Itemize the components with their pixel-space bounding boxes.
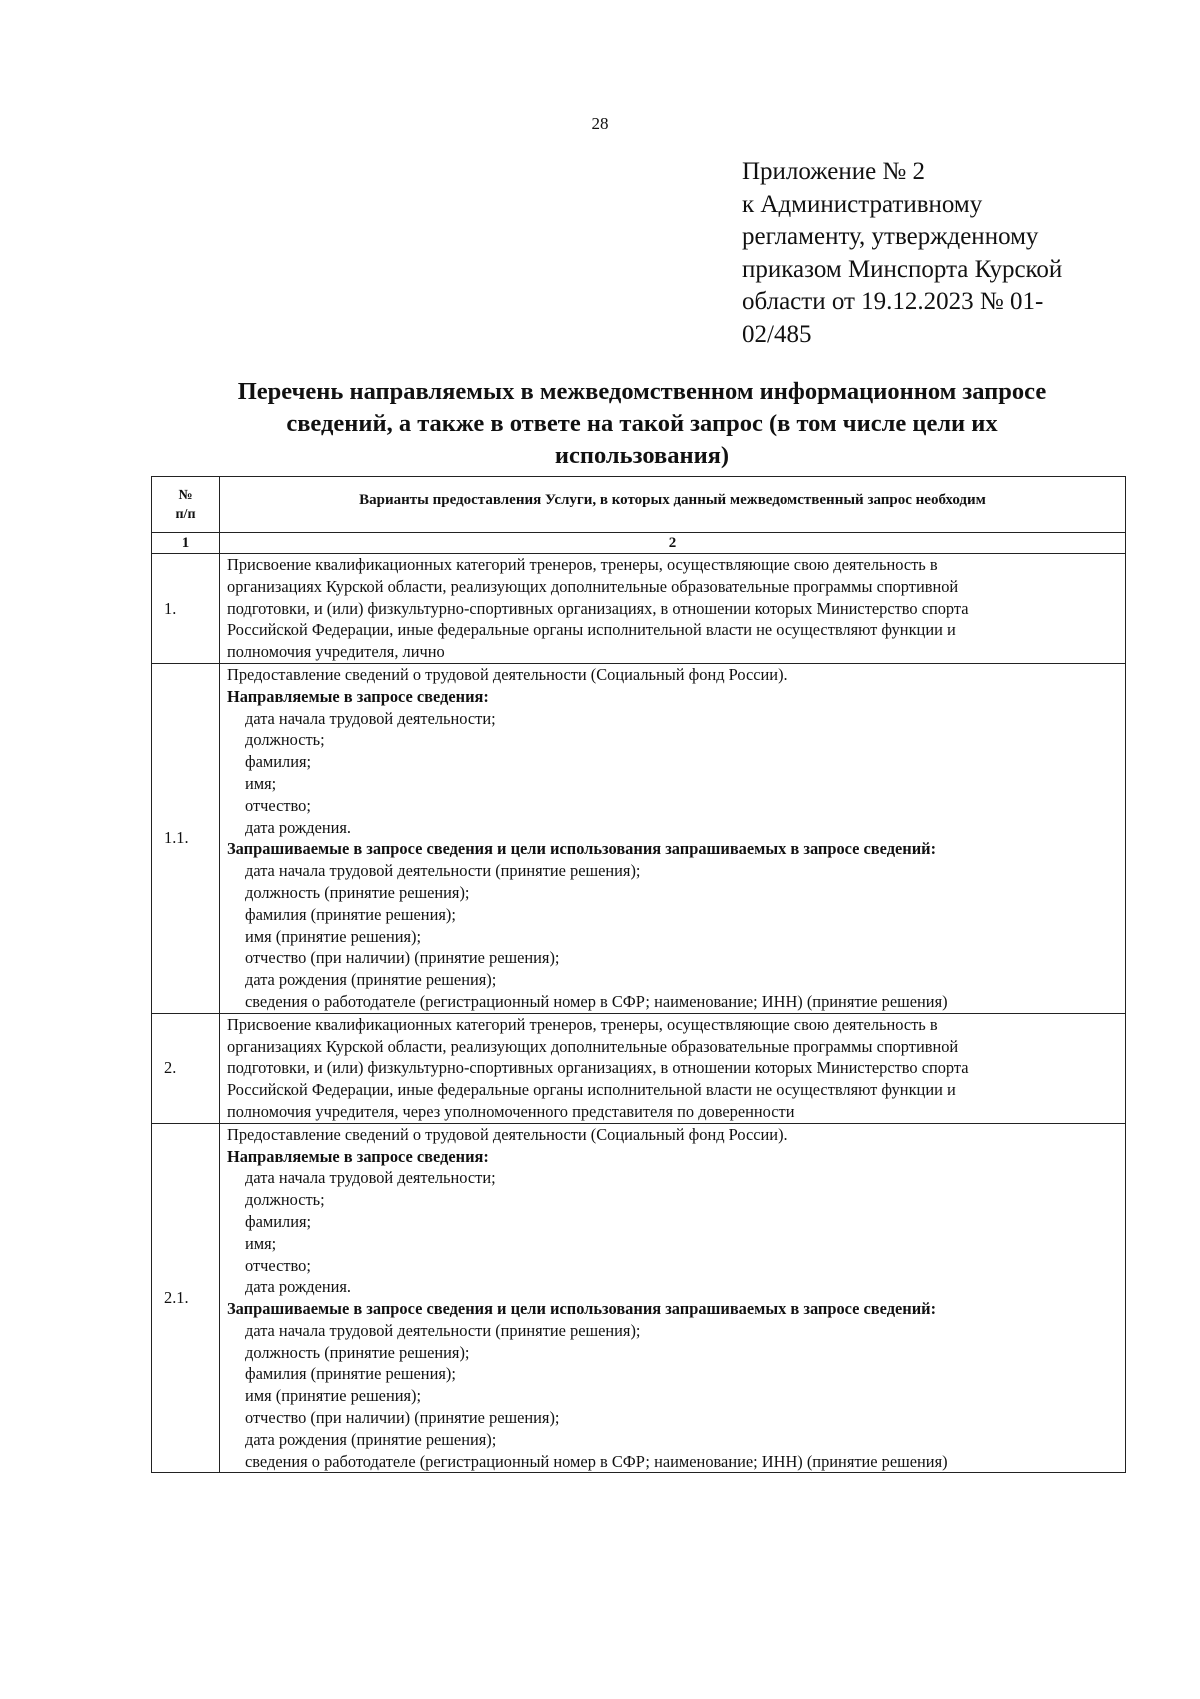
requests-table: [151, 476, 1126, 1473]
text-line: полномочия учредителя, лично: [227, 642, 445, 662]
text-line: подготовки, и (или) физкультурно-спортивных организациях, в отношении которых Министерство спорта: [227, 1058, 969, 1078]
appendix-line: Приложение № 2: [742, 158, 926, 185]
text-line: полномочия учредителя, через уполномоченного представителя по доверенности: [227, 1101, 795, 1121]
column-index: 1: [152, 533, 220, 554]
list-item: дата начала трудовой деятельности;: [245, 1168, 496, 1188]
list-item: дата рождения (принятие решения);: [245, 1429, 497, 1449]
list-item: должность;: [245, 1190, 325, 1210]
list-item: фамилия (принятие решения);: [245, 904, 456, 924]
table-row: [152, 554, 1126, 664]
list-item: отчество (при наличии) (принятие решения);: [245, 1408, 560, 1428]
list-item: фамилия (принятие решения);: [245, 1364, 456, 1384]
list-item: должность (принятие решения);: [245, 882, 470, 902]
row-number: 1.1.: [152, 663, 220, 1013]
appendix-line: области от 19.12.2023 № 01-: [742, 288, 1044, 315]
list-item: дата начала трудовой деятельности (принятие решения);: [245, 861, 641, 881]
list-item: дата начала трудовой деятельности;: [245, 708, 496, 728]
text-line: Присвоение квалификационных категорий тренеров, тренеры, осуществляющие свою деятельность в: [227, 555, 938, 574]
row-text: [220, 1123, 1126, 1473]
header-number-cell: [152, 477, 220, 533]
table-row: [152, 663, 1126, 1013]
list-item: дата рождения.: [245, 1277, 352, 1297]
text-line: подготовки, и (или) физкультурно-спортивных организациях, в отношении которых Министерство спорта: [227, 598, 969, 618]
list-item: имя (принятие решения);: [245, 1386, 422, 1406]
list-item: дата рождения (принятие решения);: [245, 970, 497, 990]
table-row: [152, 1123, 1126, 1473]
text-line: организациях Курской области, реализующих дополнительные образовательные программы спортивной: [227, 576, 959, 596]
list-item: отчество;: [245, 1255, 311, 1275]
title-line: использования): [554, 442, 730, 469]
list-item: должность;: [245, 730, 325, 750]
list-item: отчество (при наличии) (принятие решения);: [245, 948, 560, 968]
text-line: Предоставление сведений о трудовой деятельности (Социальный фонд России).: [227, 664, 788, 684]
appendix-reference: [742, 156, 1142, 351]
row-text: [220, 554, 1126, 664]
sent-heading: Направляемые в запросе сведения:: [227, 1146, 489, 1166]
text-line: Российской Федерации, иные федеральные органы исполнительной власти не осуществляют функции и: [227, 620, 956, 640]
document-title: [150, 376, 1134, 472]
list-item: сведения о работодателе (регистрационный номер в СФР; наименование; ИНН) (принятие решения): [245, 991, 948, 1011]
header-number-symbol: №: [178, 487, 193, 503]
list-item: отчество;: [245, 795, 311, 815]
requested-heading: Запрашиваемые в запросе сведения и цели использования запрашиваемых в запросе сведений:: [227, 839, 937, 859]
text-line: организациях Курской области, реализующих дополнительные образовательные программы спортивной: [227, 1036, 959, 1056]
list-item: должность (принятие решения);: [245, 1342, 470, 1362]
text-line: Российской Федерации, иные федеральные органы исполнительной власти не осуществляют функции и: [227, 1080, 956, 1100]
table-header-row: [152, 477, 1126, 533]
row-number: 2.1.: [152, 1123, 220, 1473]
list-item: имя (принятие решения);: [245, 926, 422, 946]
list-item: имя;: [245, 773, 277, 793]
title-line: сведений, а также в ответе на такой запрос (в том числе цели их: [286, 410, 998, 437]
list-item: дата рождения.: [245, 817, 352, 837]
list-item: сведения о работодателе (регистрационный номер в СФР; наименование; ИНН) (принятие решения): [245, 1451, 948, 1471]
requested-heading: Запрашиваемые в запросе сведения и цели использования запрашиваемых в запросе сведений:: [227, 1299, 937, 1319]
column-index: 2: [220, 533, 1126, 554]
list-item: фамилия;: [245, 752, 312, 772]
appendix-line: к Административному: [742, 190, 983, 218]
title-line: Перечень направляемых в межведомственном информационном запросе: [237, 378, 1047, 405]
row-number: 2.: [152, 1013, 220, 1123]
list-item: фамилия;: [245, 1211, 312, 1231]
header-number-label: п/п: [175, 506, 196, 522]
row-text: [220, 663, 1126, 1013]
table-row: [152, 1013, 1126, 1123]
list-item: дата начала трудовой деятельности (принятие решения);: [245, 1320, 641, 1340]
appendix-line: регламенту, утвержденному: [742, 223, 1039, 250]
list-item: имя;: [245, 1233, 277, 1253]
row-number: 1.: [152, 554, 220, 664]
appendix-line: приказом Минспорта Курской: [742, 255, 1063, 283]
text-line: Предоставление сведений о трудовой деятельности (Социальный фонд России).: [227, 1124, 788, 1144]
page-number: 28: [591, 114, 609, 133]
sent-heading: Направляемые в запросе сведения:: [227, 686, 489, 706]
appendix-line: 02/485: [742, 320, 812, 348]
row-text: [220, 1013, 1126, 1123]
header-variants-cell: Варианты предоставления Услуги, в которых данный межведомственный запрос необходим: [220, 477, 1126, 533]
column-index-row: [152, 533, 1126, 554]
text-line: Присвоение квалификационных категорий тренеров, тренеры, осуществляющие свою деятельность в: [227, 1014, 938, 1034]
